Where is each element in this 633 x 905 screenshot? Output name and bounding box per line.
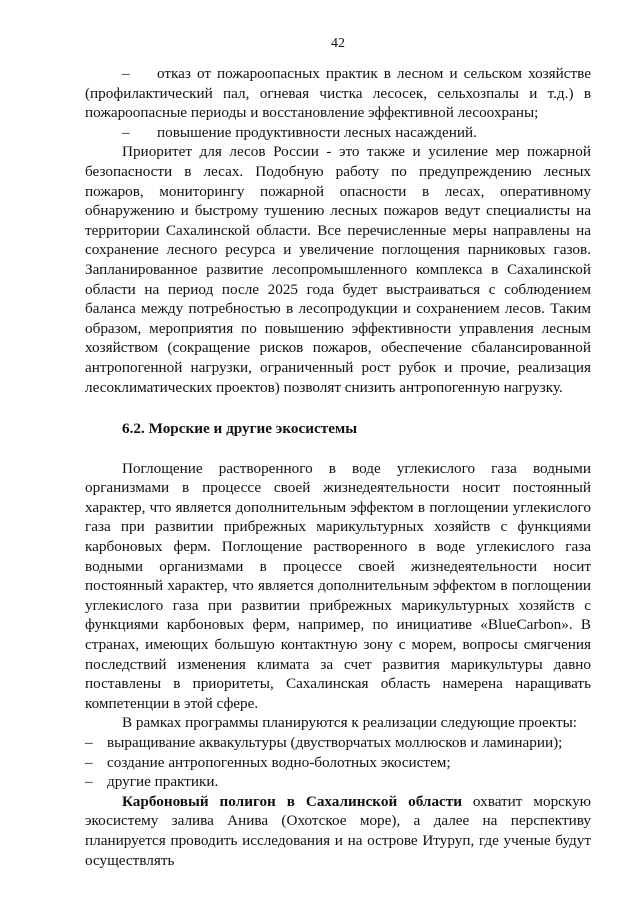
paragraph-fire-safety: Приоритет для лесов России - это также и усиление мер пожарной безопасности в лесах. Подобную работу по предупреждению лесных пожаров, мониторингу пожарной опасности в лесах, оперативному обнаружению и быстрому тушению лесных пожаров ведут специалисты на территории Сахалинской области. Все перечисленные меры направлены на сохранение лесного ресурса и увеличение поглощения парниковых газов. Запланированное развитие лесопромышленного комплекса в Сахалинской области на период после 2025 года будет выстраиваться с соблюдением баланса между потребностью в лесопродукции и сохранением лесов. Таким образом, мероприятия по повышению эффективности управления лесным хозяйством (сокращение рисков пожаров, обеспечение сбалансированной антропогенной нагрузки, ограниченный рост рубок и прочие, реализация лесоклиматических проектов) позволят снизить антропогенную нагрузку. <box>85 143 591 396</box>
section-heading: 6.2. Морские и другие экосистемы <box>122 420 358 438</box>
list-item-other-practices <box>85 772 591 792</box>
page-body <box>85 64 591 870</box>
list-item-text: другие практики. <box>107 773 219 791</box>
page-number: 42 <box>331 36 345 51</box>
list-item-text: выращивание аквакультуры (двустворчатых моллюсков и ламинарии); <box>107 734 563 751</box>
dash-marker: – <box>122 65 130 82</box>
paragraph-co2-absorption: Поглощение растворенного в воде углекислого газа водными организмами в процессе своей жизнедеятельности носит постоянный характер, что является дополнительным эффектом в поглощении углекислого газа при развитии прибрежных марикультурных хозяйств с функциями карбоновых ферм. Поглощение растворенного в воде углекислого газа водными организмами в процессе своей жизнедеятельности носит постоянный характер, что является дополнительным эффектом в поглощении углекислого газа при развитии прибрежных марикультурных хозяйств с функциями карбоновых ферм, например, по инициативе «BlueCarbon». В странах, имеющих большую контактную зону с морем, вопросы смягчения последствий изменения климата за счет развития марикультуры давно поставлены в приоритеты, Сахалинская область намерена наращивать компетенции в этой сфере. <box>85 459 591 712</box>
paragraph-program-projects: В рамках программы планируются к реализации следующие проекты: <box>122 714 578 732</box>
list-item-text: создание антропогенных водно-болотных экосистем; <box>107 753 451 771</box>
carbon-polygon-bold-text: Карбоновый полигон в Сахалинской области <box>122 792 462 810</box>
bullet-text: повышение продуктивности лесных насаждений. <box>157 123 477 141</box>
bullet-text: отказ от пожароопасных практик в лесном и сельском хозяйстве (профилактический пал, огневая чистка лесосек, сельхозпалы и т.д.) в пожароопасные периоды и восстановление эффективной лесоохраны; <box>85 65 591 122</box>
dash-marker: – <box>85 753 93 771</box>
dash-marker: – <box>122 123 130 141</box>
list-item-aquaculture <box>85 733 591 753</box>
bullet-item-fire-practices <box>85 64 591 123</box>
bullet-item-forest-productivity <box>85 123 591 143</box>
dash-marker: – <box>85 773 93 791</box>
dash-marker: – <box>85 734 93 751</box>
paragraph-carbon-polygon <box>85 792 591 870</box>
carbon-polygon-text: охватит морскую экосистему залива Анива (Охотское море), а далее на перспективу планируется проводить исследования и на острове Итуруп, где ученые будут осуществлять <box>85 792 592 869</box>
list-item-wetlands <box>85 753 591 773</box>
